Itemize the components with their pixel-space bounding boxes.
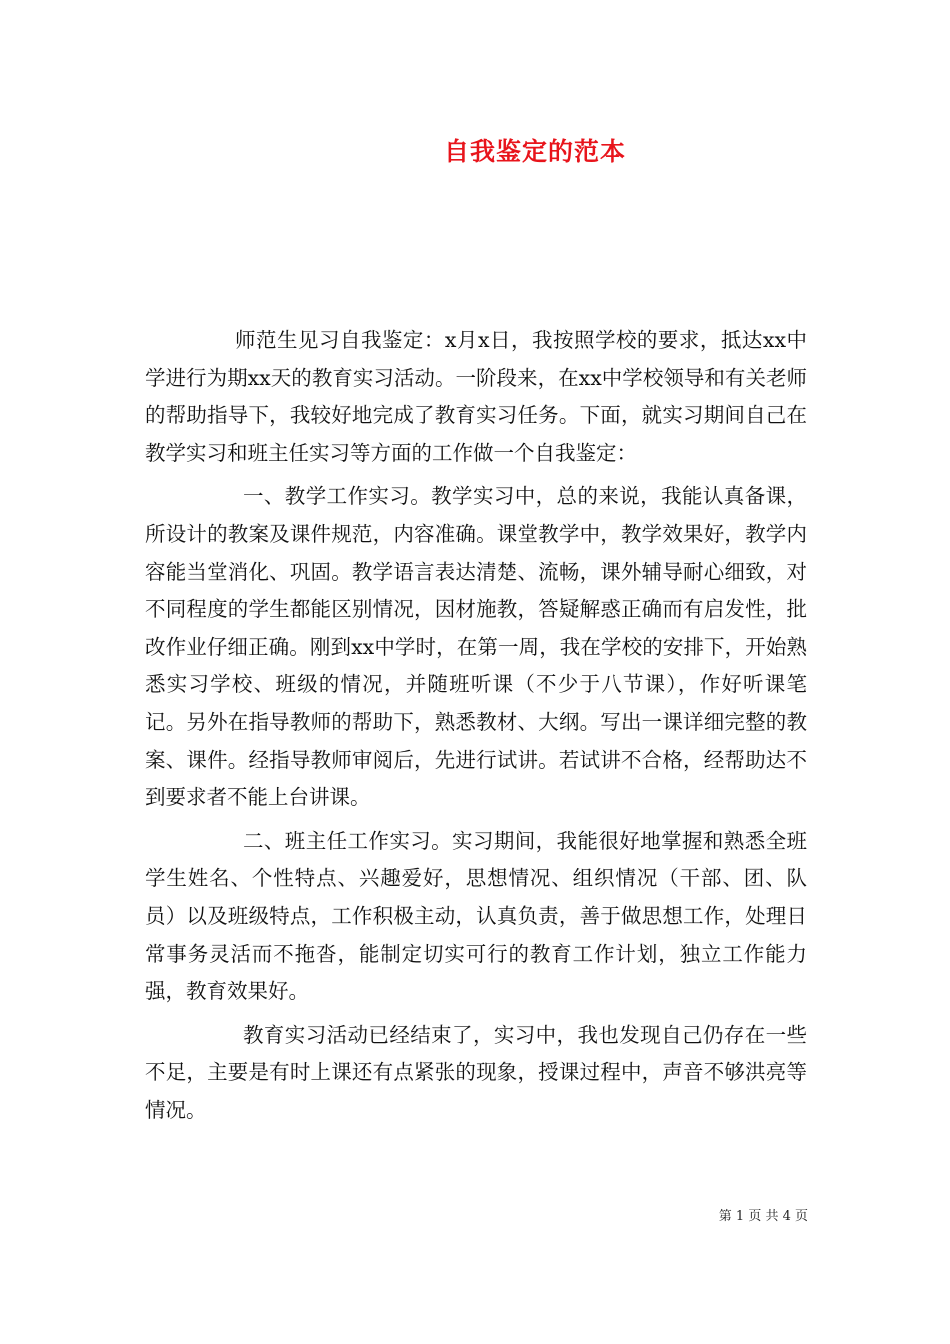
page-number: 第 1 页 共 4 页 [718,1209,808,1224]
document-title: 自我鉴定的范本 [443,137,626,166]
paragraph-conclusion: 教育实习活动已经结束了，实习中，我也发现自己仍存在一些不足，主要是有时上课还有点紧张的现象，授课过程中，声音不够洪亮等情况。 [145,1022,807,1122]
paragraph-intro: 师范生见习自我鉴定：x月x日，我按照学校的要求，抵达xx中学进行为期xx天的教育实习活动。一阶段来，在xx中学校领导和有关老师的帮助指导下，我较好地完成了教育实习任务。下面，就实习期间自己在教学实习和班主任实习等方面的工作做一个自我鉴定： [145,328,807,465]
paragraph-teaching-practice: 一、教学工作实习。教学实习中，总的来说，我能认真备课，所设计的教案及课件规范，内容准确。课堂教学中，教学效果好，教学内容能当堂消化、巩固。教学语言表达清楚、流畅，课外辅导耐心细致，对不同程度的学生都能区别情况，因材施教，答疑解惑正确而有启发性，批改作业仔细正确。刚到xx中学时，在第一周，我在学校的安排下，开始熟悉实习学校、班级的情况，并随班听课（不少于八节课），作好听课笔记。另外在指导教师的帮助下，熟悉教材、大纲。写出一课详细完整的教案、课件。经指导教师审阅后，先进行试讲。若试讲不合格，经帮助达不到要求者不能上台讲课。 [145,484,807,810]
paragraph-class-teacher-practice: 二、班主任工作实习。实习期间，我能很好地掌握和熟悉全班学生姓名、个性特点、兴趣爱好，思想情况、组织情况（干部、团、队员）以及班级特点，工作积极主动，认真负责，善于做思想工作，处理日常事务灵活而不拖沓，能制定切实可行的教育工作计划，独立工作能力强，教育效果好。 [145,828,807,1004]
document-body [145,322,807,1135]
